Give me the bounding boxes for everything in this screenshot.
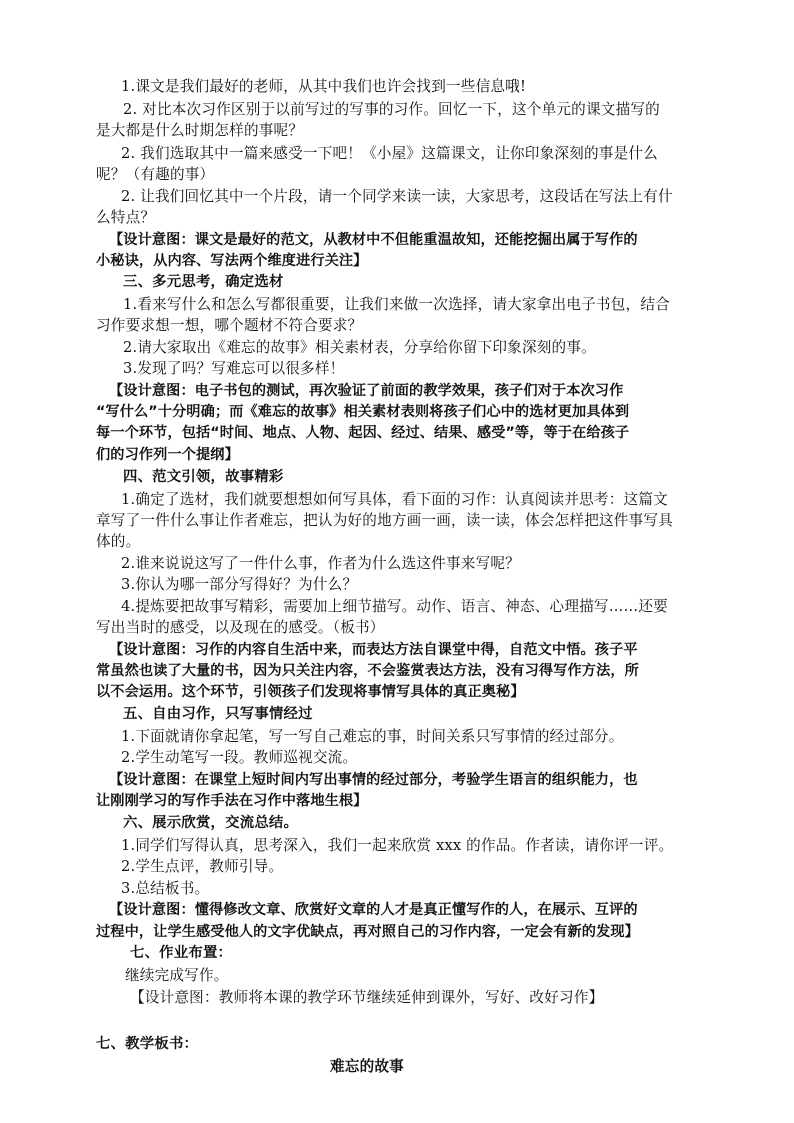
text-line: 3.你认为哪一部分写得好？为什么？ xyxy=(121,576,358,593)
text-line: 2.谁来说说这写了一件什么事，作者为什么选这件事来写呢？ xyxy=(121,555,520,572)
text-line: 2.学生点评，教师引导。 xyxy=(121,858,284,875)
section-heading: 七、作业布置： xyxy=(130,945,233,961)
design-intent-text: 【设计意图：习作的内容自生活中来，而表达方法自课堂中得，自范文中悟。孩子平 xyxy=(109,642,638,658)
section-heading: 六、展示欣赏，交流总结。 xyxy=(123,815,299,831)
text-line: 2.学生动笔写一段。教师巡视交流。 xyxy=(121,749,358,766)
design-intent-text: 【设计意图：电子书包的测试，再次验证了前面的教学效果，孩子们对于本次习作 xyxy=(109,383,624,399)
text-line: 2. 让我们回忆其中一个片段，请一个同学来读一读，大家思考，这段话在写法上有什 xyxy=(121,188,673,205)
design-intent-text: 【设计意图：在课堂上短时间内写出事情的经过部分，考验学生语言的组织能力，也 xyxy=(109,772,638,788)
text-line: 1.看来写什么和怎么写都很重要，让我们来做一次选择，请大家拿出电子书包，结合 xyxy=(123,296,670,313)
text-line: 【设计意图：教师将本课的教学环节继续延伸到课外，写好、改好习作】 xyxy=(130,989,604,1006)
text-line: 1.课文是我们最好的老师，从其中我们也许会找到一些信息哦! xyxy=(121,78,527,95)
text-line: 4.提炼要把故事写精彩，需要加上细节描写。动作、语言、神态、心理描写……还要 xyxy=(121,598,668,615)
design-intent-text: 让刚刚学习的写作手法在习作中落地生根】 xyxy=(96,793,368,809)
text-line: 3.发现了吗？写难忘可以很多样！ xyxy=(123,360,345,377)
text-line: 2.请大家取出《难忘的故事》相关素材表，分享给你留下印象深刻的事。 xyxy=(123,339,596,356)
text-line: 1.下面就请你拿起笔，写一写自己难忘的事，时间关系只写事情的经过部分。 xyxy=(121,728,624,745)
design-intent-text: “写什么”十分明确；而《难忘的故事》相关素材表则将孩子们心中的选材更加具体到 xyxy=(96,404,630,420)
design-intent-text: 们的习作列一个提纲】 xyxy=(96,447,239,463)
design-intent-text: 小秘诀，从内容、写法两个维度进行关注】 xyxy=(96,253,368,269)
text-line: 3.总结板书。 xyxy=(121,880,210,897)
design-intent-text: 常虽然也读了大量的书，因为只关注内容，不会鉴赏表达方法，没有习得写作方法，所 xyxy=(96,663,639,679)
design-intent-text: 以不会运用。这个环节，引领孩子们发现将事情写具体的真正奥秘】 xyxy=(96,684,525,700)
section-heading: 七、教学板书： xyxy=(96,1036,199,1052)
section-heading: 五、自由习作，只写事情经过 xyxy=(123,706,313,722)
section-heading: 三、多元思考，确定选材 xyxy=(123,274,284,290)
text-line: 2. 我们选取其中一篇来感受一下吧！《小屋》这篇课文，让你印象深刻的事是什么 xyxy=(121,145,658,162)
board-title: 难忘的故事 xyxy=(330,1058,404,1075)
text-line: 1.同学们写得认真，思考深入，我们一起来欣赏 xxx 的作品。作者读，请你评一评。 xyxy=(121,837,674,854)
text-line: 么特点？ xyxy=(96,209,156,226)
design-intent-text: 过程中，让学生感受他人的文字优缺点，再对照自己的习作内容，一定会有新的发现】 xyxy=(96,924,639,940)
text-line: 章写了一件什么事让作者难忘，把认为好的地方画一画，读一读，体会怎样把这件事写具 xyxy=(96,512,673,529)
text-line: 1.确定了选材，我们就要想想如何写具体，看下面的习作：认真阅读并思考：这篇文 xyxy=(121,491,668,508)
text-line: 习作要求想一想，哪个题材不符合要求？ xyxy=(96,317,363,334)
text-line: 体的。 xyxy=(96,533,141,550)
text-line: 是大都是什么时期怎样的事呢？ xyxy=(96,122,304,139)
text-line: 继续完成写作。 xyxy=(125,967,229,984)
design-intent-text: 每一个环节，包括“时间、地点、人物、起因、经过、结果、感受”等，等于在给孩子 xyxy=(96,425,630,441)
text-line: 写出当时的感受，以及现在的感受。（板书） xyxy=(96,619,385,636)
text-line: 2. 对比本次习作区别于以前写过的写事的习作。回忆一下，这个单元的课文描写的 xyxy=(123,101,660,118)
design-intent-text: 【设计意图：懂得修改文章、欣赏好文章的人才是真正懂写作的人，在展示、互评的 xyxy=(109,902,638,918)
design-intent-text: 【设计意图：课文是最好的范文，从教材中不但能重温故知，还能挖掘出属于写作的 xyxy=(109,232,638,248)
text-line: 呢？（有趣的事） xyxy=(96,166,215,183)
section-heading: 四、范文引领，故事精彩 xyxy=(123,469,284,485)
